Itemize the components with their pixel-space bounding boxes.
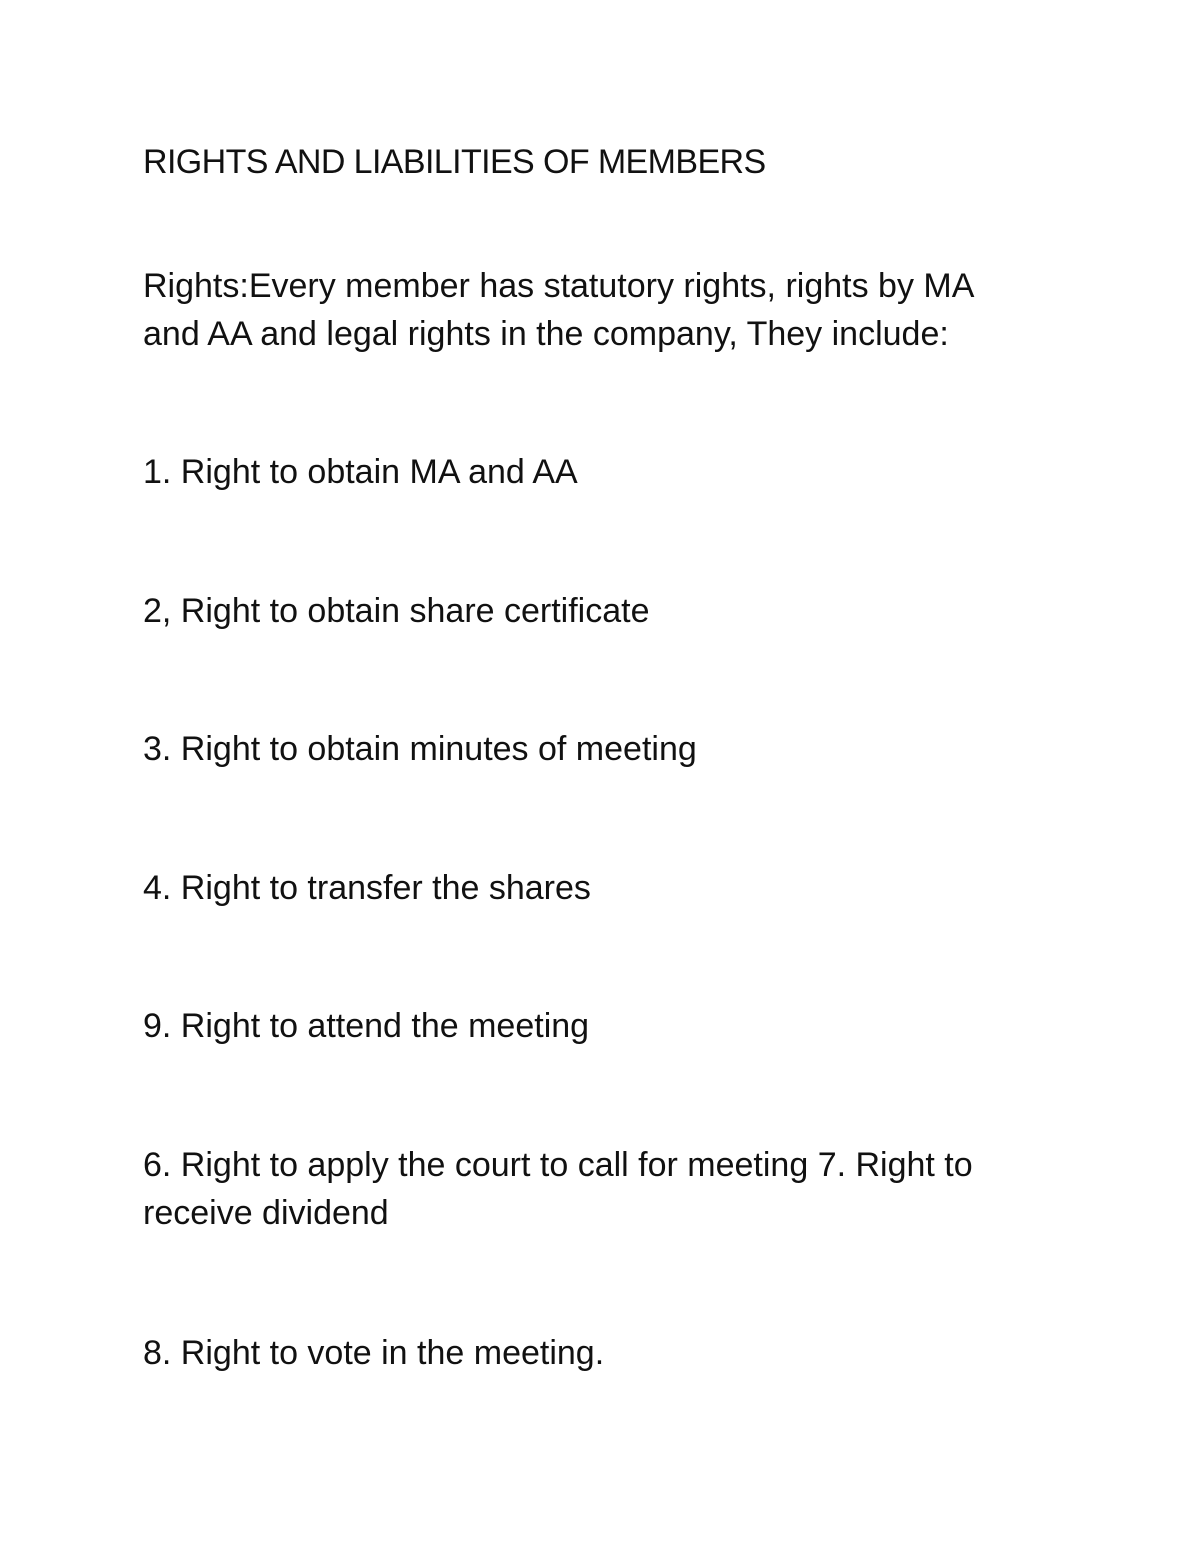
list-item: 8. Right to vote in the meeting. [143,1334,605,1372]
page-title: RIGHTS AND LIABILITIES OF MEMBERS [143,143,766,181]
intro-paragraph [143,262,1043,358]
list-item: 9. Right to attend the meeting [143,1007,590,1045]
list-item: 2, Right to obtain share certificate [143,592,650,630]
intro-line-1: Rights:Every member has statutory rights, rights by MA [143,267,975,305]
list-item: 1. Right to obtain MA and AA [143,453,578,491]
list-item: 3. Right to obtain minutes of meeting [143,730,697,768]
list-item: 4. Right to transfer the shares [143,869,591,907]
list-item: 6. Right to apply the court to call for meeting 7. Right to receive dividend [143,1146,973,1232]
intro-line-2: and AA and legal rights in the company, They include: [143,315,949,353]
